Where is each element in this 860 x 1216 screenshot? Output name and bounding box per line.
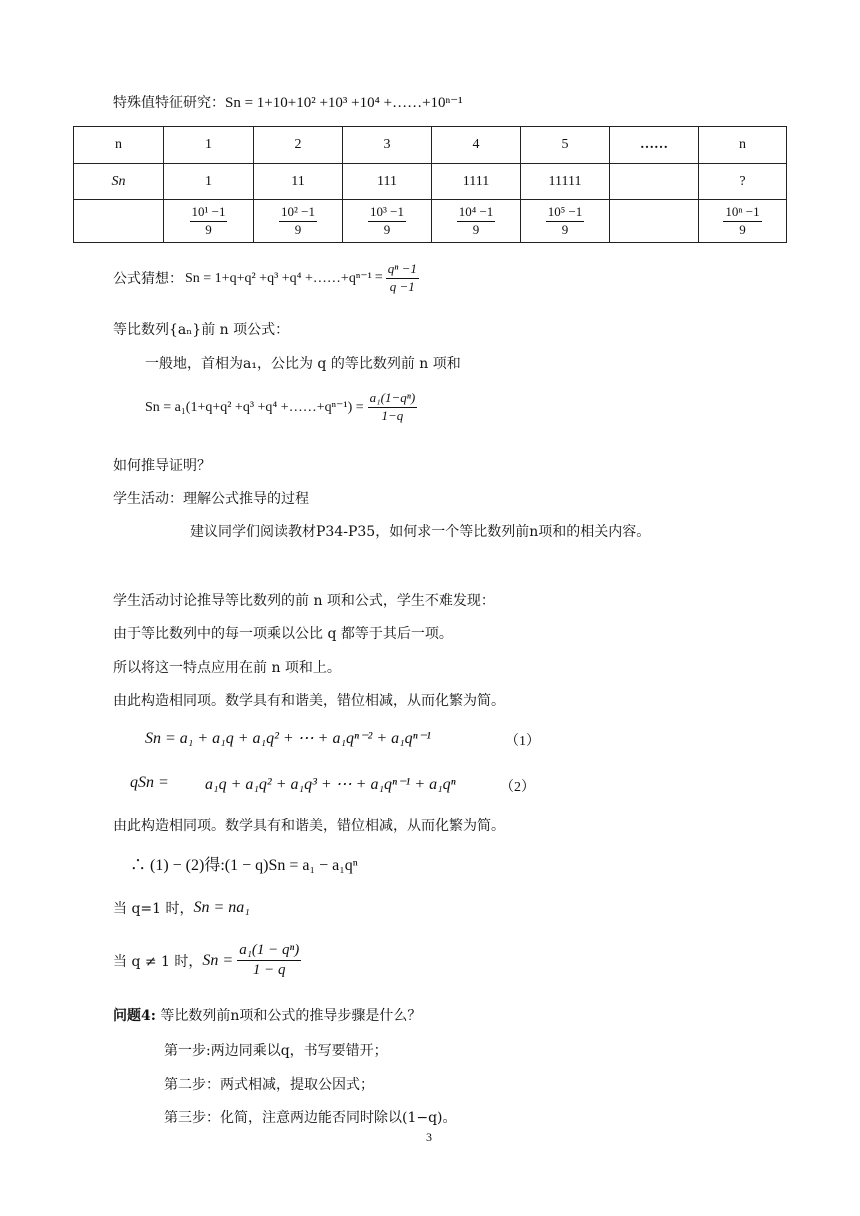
- student-activity-line: 学生活动：理解公式推导的过程: [113, 491, 309, 507]
- table-cell: ……: [610, 127, 699, 164]
- special-value-line: [113, 92, 463, 112]
- table-cell: ?: [699, 164, 787, 200]
- table-row-header: [74, 127, 787, 164]
- equation-2-tag: （2）: [500, 780, 535, 795]
- fraction-denominator: 1−q: [381, 407, 404, 423]
- case-1-formula: Sn = na₁: [193, 899, 250, 916]
- fraction-denominator: q −1: [389, 278, 415, 294]
- formula-guess-line: [113, 262, 419, 295]
- table-cell: n: [74, 127, 164, 164]
- table-cell: 4: [432, 127, 521, 164]
- fraction-numerator: a₁(1−qⁿ): [368, 391, 418, 408]
- question-4-label: 问题4:: [113, 1008, 156, 1024]
- table-cell: [432, 200, 521, 243]
- fraction-denominator: 9: [739, 221, 746, 237]
- sum-formula-title: 等比数列{aₙ}前 n 项公式：: [113, 322, 290, 338]
- fraction-denominator: 9: [294, 221, 302, 237]
- discussion-line: 学生活动讨论推导等比数列的前 n 项和公式，学生不难发现：: [113, 593, 495, 609]
- table-cell: [343, 200, 432, 243]
- equation-2-lhs: qSn =: [130, 774, 169, 791]
- table-cell: [254, 200, 343, 243]
- table-cell: [699, 200, 787, 243]
- general-formula-line: [145, 391, 417, 424]
- fraction-numerator: 10⁴ −1: [457, 205, 496, 222]
- equation-1: Sn = a₁ + a₁q + a₁q² + ⋯ + a₁qⁿ⁻² + a₁qⁿ⁻¹: [145, 730, 431, 747]
- note-line-3: 由此构造相同项。数学具有和谐美，错位相减，从而化繁为简。: [113, 693, 505, 709]
- table-cell: [610, 164, 699, 200]
- case-1-condition: 当 q=1 时，: [113, 901, 194, 917]
- suggestion-line: 建议同学们阅读教材P34-P35，如何求一个等比数列前n项和的相关内容。: [190, 524, 651, 540]
- case-2-fraction: [237, 942, 301, 980]
- table-cell: [610, 200, 699, 243]
- fraction-denominator: 9: [383, 221, 391, 237]
- fraction-denominator: 1 − q: [252, 962, 286, 979]
- table-cell: 1: [164, 127, 254, 164]
- formula-guess-fraction: [386, 262, 419, 295]
- subtraction-result: ∴ (1) − (2)得:(1 − q)Sn = a₁ − a₁qⁿ: [130, 857, 358, 874]
- how-prove-question: 如何推导证明？: [113, 458, 211, 474]
- fraction-numerator: 10² −1: [279, 205, 317, 222]
- fraction-numerator: 10⁵ −1: [546, 205, 585, 222]
- fraction: [279, 205, 317, 238]
- fraction: [723, 205, 761, 238]
- note-line-4: 由此构造相同项。数学具有和谐美，错位相减，从而化繁为简。: [113, 818, 505, 834]
- table-row-fraction: [74, 200, 787, 243]
- formula-guess-label: 公式猜想：: [113, 271, 183, 288]
- special-value-formula: Sn = 1+10+10² +10³ +10⁴ +……+10ⁿ⁻¹: [225, 95, 463, 111]
- table-row-sn: [74, 164, 787, 200]
- table-cell: n: [699, 127, 787, 164]
- note-line-1: 由于等比数列中的每一项乘以公比 q 都等于其后一项。: [113, 626, 453, 642]
- formula-guess-expression: Sn = 1+q+q² +q³ +q⁴ +……+qⁿ⁻¹: [185, 270, 372, 286]
- table-cell: 11111: [521, 164, 610, 200]
- question-4-text: 等比数列前n项和公式的推导步骤是什么？: [160, 1008, 422, 1024]
- table-cell: Sn: [74, 164, 164, 200]
- table-cell: 1: [164, 164, 254, 200]
- case-2-condition: 当 q ≠ 1 时，: [113, 953, 203, 970]
- fraction-numerator: qⁿ −1: [386, 262, 419, 279]
- equation-2-rhs: a₁q + a₁q² + a₁q³ + ⋯ + a₁qⁿ⁻¹ + a₁qⁿ: [205, 776, 456, 793]
- special-value-table: [73, 126, 787, 243]
- fraction-numerator: a₁(1 − qⁿ): [237, 942, 301, 961]
- page-number: 3: [426, 1130, 432, 1144]
- fraction-numerator: 10³ −1: [368, 205, 406, 222]
- fraction-denominator: 9: [561, 221, 569, 237]
- table-cell: 2: [254, 127, 343, 164]
- table-cell: 111: [343, 164, 432, 200]
- general-formula-lhs: Sn = a₁(1+q+q² +q³ +q⁴ +……+qⁿ⁻¹) =: [145, 399, 364, 415]
- step-1: 第一步:两边同乘以q，书写要错开；: [164, 1043, 388, 1059]
- table-cell: [74, 200, 164, 243]
- table-cell: [521, 200, 610, 243]
- step-3: 第三步：化简，注意两边能否同时除以(1−q)。: [164, 1110, 457, 1126]
- fraction-denominator: 9: [205, 221, 212, 237]
- fraction: [457, 205, 496, 238]
- case-2-lhs: Sn =: [202, 951, 234, 969]
- question-4-line: [113, 1005, 421, 1025]
- table-cell: 11: [254, 164, 343, 200]
- table-cell: 3: [343, 127, 432, 164]
- case-q-not-1: [113, 942, 301, 980]
- general-formula-fraction: [368, 391, 418, 424]
- fraction-numerator: 10ⁿ −1: [723, 205, 761, 222]
- table-cell: 5: [521, 127, 610, 164]
- note-line-2: 所以将这一特点应用在前 n 项和上。: [113, 660, 341, 676]
- case-q-equals-1: [113, 898, 250, 918]
- fraction: [190, 205, 228, 238]
- table-cell: [164, 200, 254, 243]
- general-description: 一般地，首相为a₁，公比为 q 的等比数列前 n 项和: [145, 356, 461, 372]
- equation-1-tag: （1）: [505, 734, 540, 749]
- special-value-label: 特殊值特征研究：: [113, 95, 225, 111]
- fraction-numerator: 10¹ −1: [190, 205, 228, 222]
- step-2: 第二步：两式相减，提取公因式；: [164, 1077, 374, 1093]
- fraction: [546, 205, 585, 238]
- table-cell: 1111: [432, 164, 521, 200]
- fraction: [368, 205, 406, 238]
- equals-sign: =: [374, 270, 383, 286]
- fraction-denominator: 9: [472, 221, 480, 237]
